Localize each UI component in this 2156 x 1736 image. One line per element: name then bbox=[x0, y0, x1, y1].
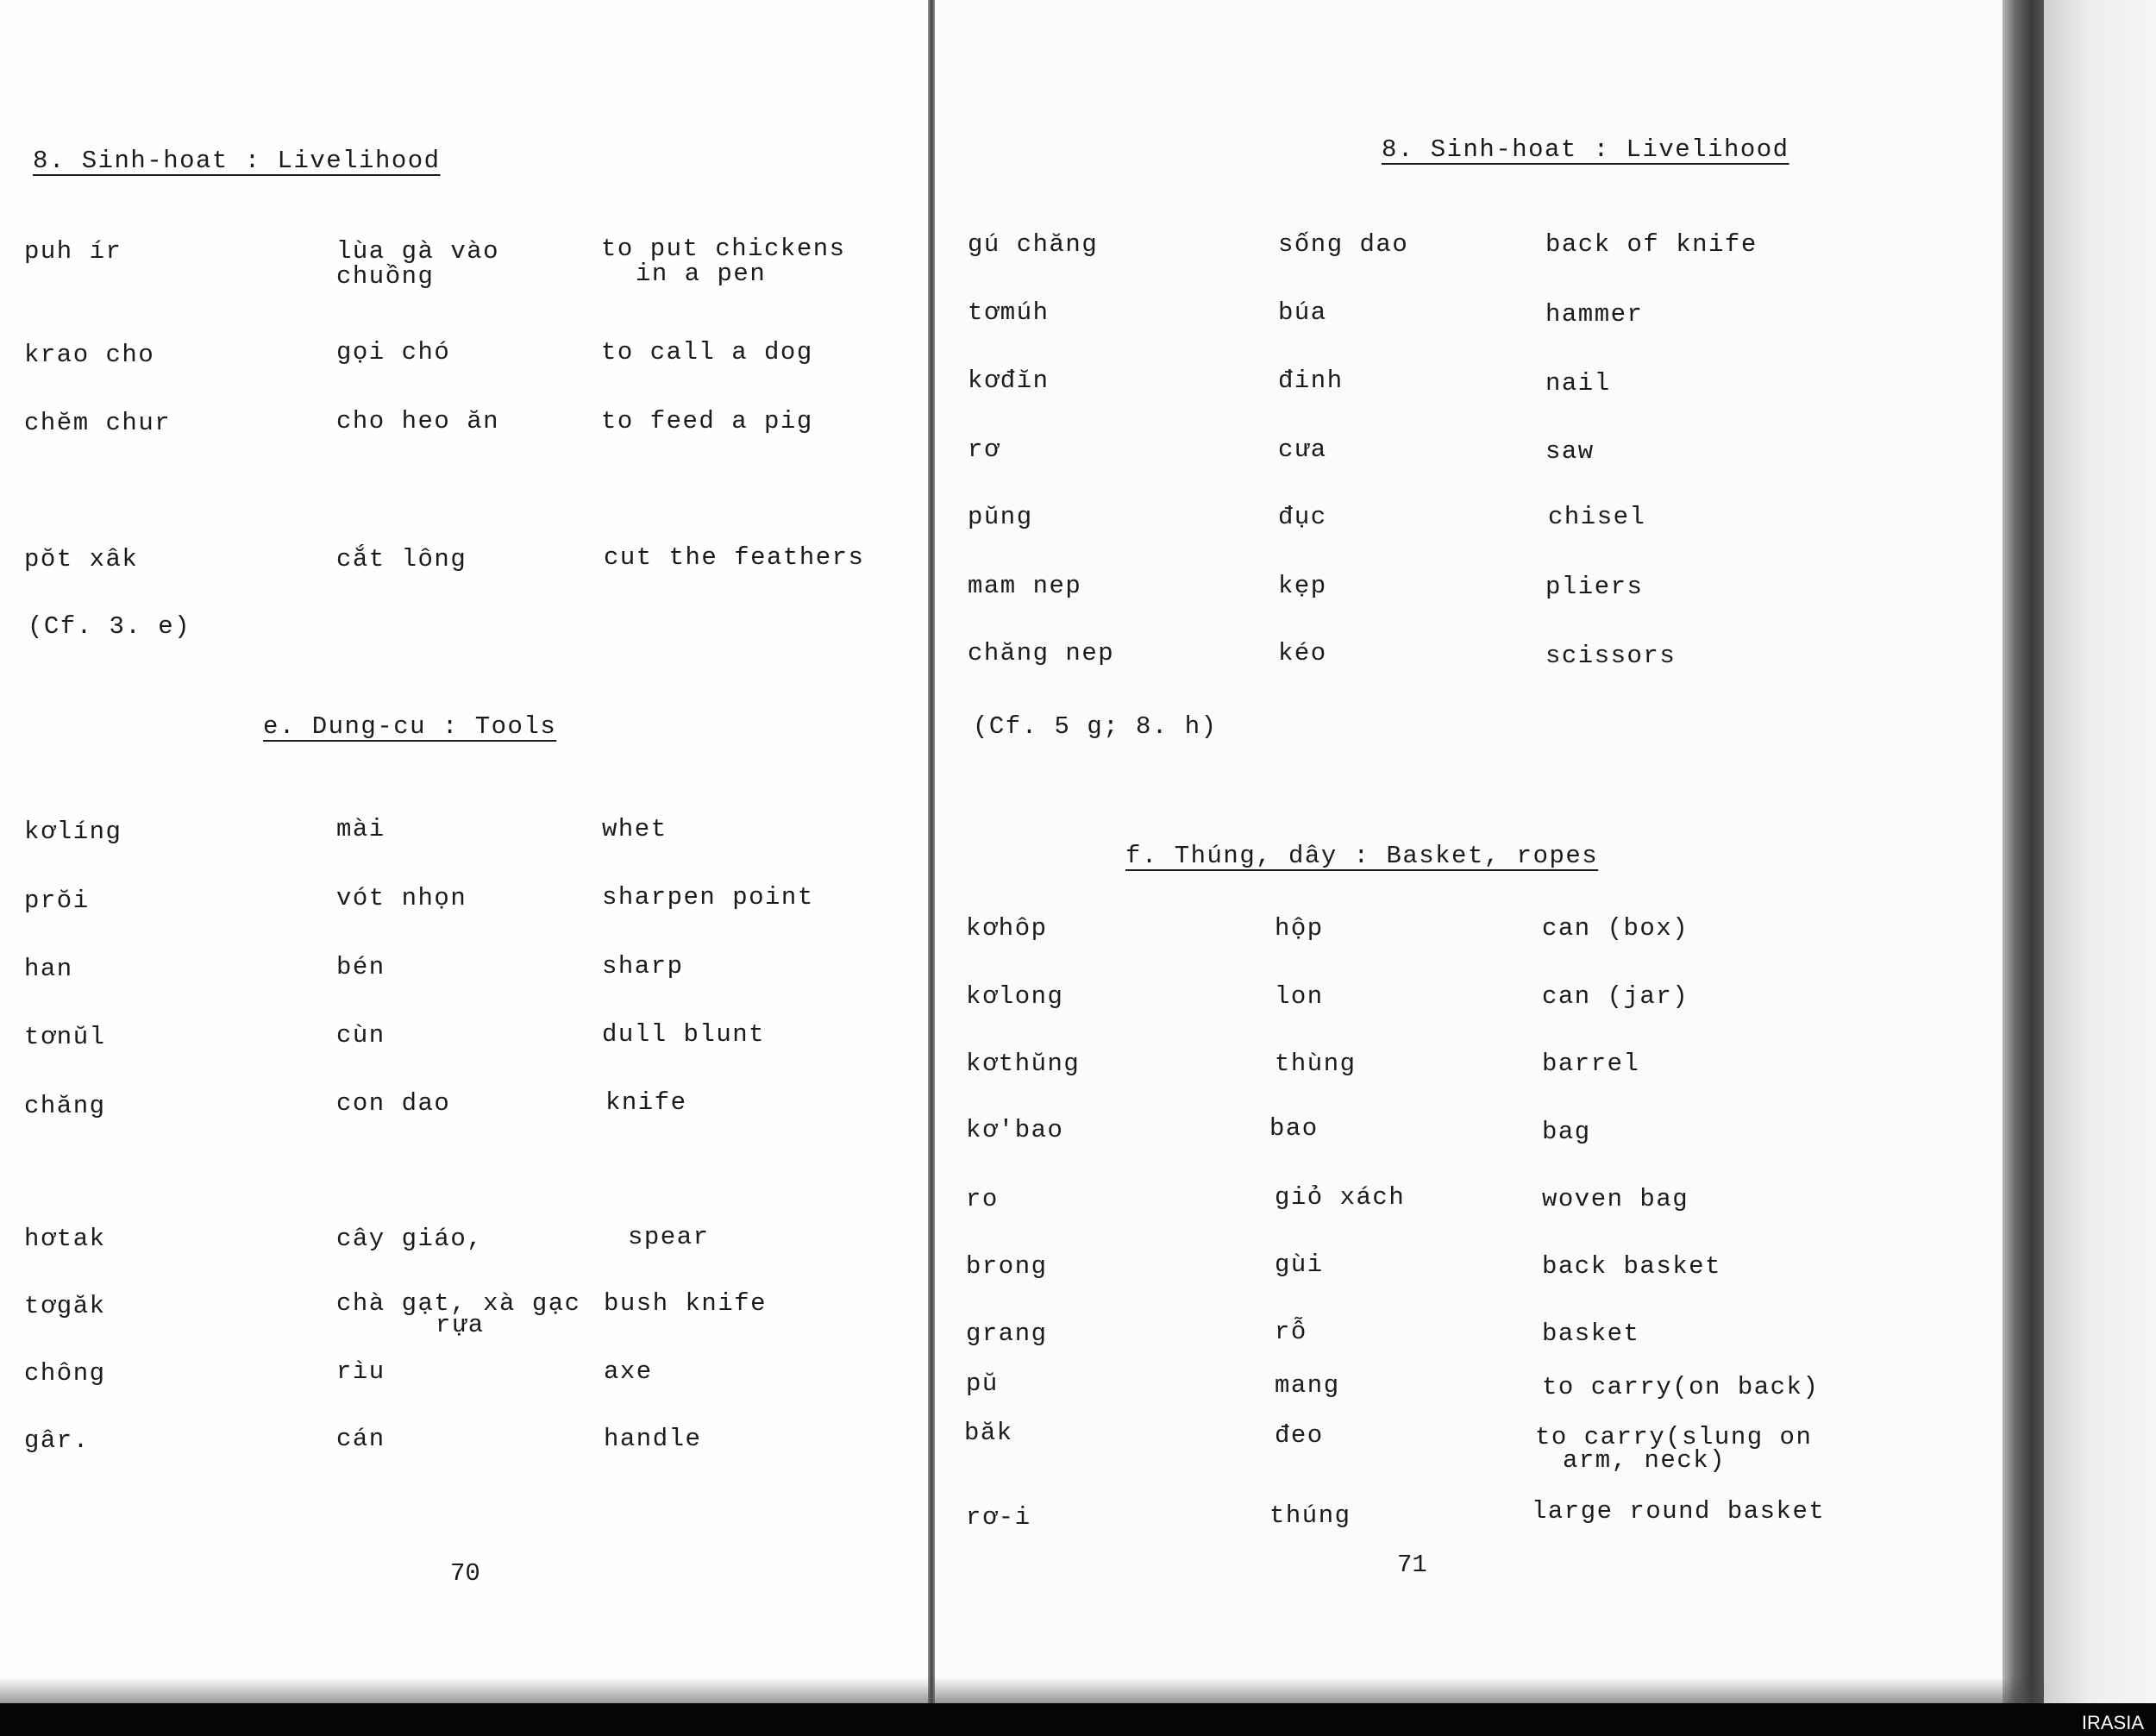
english-gloss: can (jar) bbox=[1542, 982, 1689, 1011]
english-gloss: hammer bbox=[1545, 300, 1644, 329]
vietnamese-gloss: đục bbox=[1278, 503, 1327, 531]
term: pŭng bbox=[968, 503, 1033, 531]
vietnamese-gloss: rỗ bbox=[1275, 1318, 1307, 1346]
vietnamese-gloss: gọi chó bbox=[336, 338, 451, 367]
term: puh ír bbox=[24, 237, 122, 266]
term: han bbox=[24, 955, 73, 983]
section-f-title: f. Thúng, dây : Basket, ropes bbox=[1125, 842, 1599, 870]
english-gloss: nail bbox=[1545, 369, 1611, 398]
term: chông bbox=[24, 1359, 106, 1388]
vietnamese-gloss: cưa bbox=[1278, 436, 1327, 464]
term: chăng bbox=[24, 1092, 106, 1120]
term: băk bbox=[964, 1419, 1013, 1447]
term: gâr. bbox=[24, 1426, 90, 1455]
english-gloss: bag bbox=[1542, 1118, 1591, 1146]
bottom-shadow bbox=[0, 1677, 2044, 1703]
vietnamese-gloss: đinh bbox=[1278, 367, 1344, 395]
vietnamese-gloss: rìu bbox=[336, 1357, 385, 1386]
term: kơ'bao bbox=[966, 1116, 1064, 1144]
cf-note: (Cf. 5 g; 8. h) bbox=[973, 712, 1218, 741]
vietnamese-gloss: con dao bbox=[336, 1089, 451, 1118]
vietnamese-gloss: sống dao bbox=[1278, 230, 1409, 259]
term: tơmúh bbox=[968, 298, 1050, 327]
english-gloss: basket bbox=[1542, 1319, 1640, 1348]
right-page-header: 8. Sinh-hoat : Livelihood bbox=[1382, 135, 1789, 164]
book-gutter bbox=[928, 0, 935, 1703]
vietnamese-gloss: thùng bbox=[1275, 1050, 1357, 1078]
english-gloss: dull blunt bbox=[602, 1020, 766, 1049]
page-number-right: 71 bbox=[1397, 1551, 1427, 1579]
term: kơđĭn bbox=[968, 367, 1050, 395]
vietnamese-gloss: bén bbox=[336, 953, 385, 981]
english-gloss: whet bbox=[602, 815, 667, 843]
term: kơlíng bbox=[24, 818, 122, 846]
english-gloss: spear bbox=[628, 1223, 710, 1251]
watermark: IRASIA bbox=[2081, 1712, 2144, 1733]
left-page-header: 8. Sinh-hoat : Livelihood bbox=[33, 147, 441, 175]
vietnamese-gloss: đeo bbox=[1275, 1421, 1324, 1450]
vietnamese-gloss: lon bbox=[1275, 982, 1324, 1011]
vietnamese-gloss: bao bbox=[1269, 1114, 1319, 1143]
english-gloss: knife bbox=[605, 1088, 687, 1117]
term: pŏt xâk bbox=[24, 545, 139, 573]
english-gloss: to put chickens in a pen bbox=[601, 235, 846, 288]
vietnamese-gloss: giỏ xách bbox=[1275, 1183, 1406, 1212]
vietnamese-gloss: vót nhọn bbox=[336, 884, 467, 912]
vietnamese-gloss: cùn bbox=[336, 1021, 385, 1050]
vietnamese-gloss: cây giáo, bbox=[336, 1225, 484, 1253]
vietnamese-gloss: búa bbox=[1278, 298, 1327, 327]
english-gloss: to carry(on back) bbox=[1542, 1373, 1820, 1401]
page-number-left: 70 bbox=[450, 1559, 480, 1588]
english-gloss: to call a dog bbox=[601, 338, 813, 367]
english-gloss: saw bbox=[1545, 437, 1595, 466]
term: prŏi bbox=[24, 887, 90, 915]
term: ro bbox=[966, 1185, 999, 1213]
term: krao cho bbox=[24, 341, 155, 369]
english-gloss: handle bbox=[604, 1425, 702, 1453]
term: grang bbox=[966, 1319, 1048, 1348]
term: mam nep bbox=[968, 572, 1082, 600]
term: tơgăk bbox=[24, 1292, 106, 1320]
english-gloss: to carry(slung on arm, neck) bbox=[1535, 1423, 1813, 1475]
scan-margin bbox=[2044, 0, 2156, 1736]
english-gloss: back basket bbox=[1542, 1252, 1721, 1281]
vietnamese-gloss: kéo bbox=[1278, 639, 1327, 667]
english-gloss: sharpen point bbox=[602, 883, 814, 912]
english-gloss: bush knife bbox=[604, 1289, 768, 1318]
term: gú chăng bbox=[968, 230, 1099, 259]
english-gloss: barrel bbox=[1542, 1050, 1640, 1078]
term: rơ bbox=[968, 436, 1000, 464]
term: brong bbox=[966, 1252, 1048, 1281]
term: kơthŭng bbox=[966, 1050, 1081, 1078]
term: pŭ bbox=[966, 1369, 999, 1398]
term: kơhôp bbox=[966, 914, 1048, 943]
cf-note: (Cf. 3. e) bbox=[28, 612, 191, 641]
vietnamese-gloss: mài bbox=[336, 815, 385, 843]
english-gloss: cut the feathers bbox=[604, 543, 865, 572]
english-gloss: sharp bbox=[602, 952, 684, 981]
vietnamese-gloss: kẹp bbox=[1278, 572, 1327, 600]
english-gloss: chisel bbox=[1548, 503, 1646, 531]
page-edge-shadow bbox=[2002, 0, 2044, 1703]
term: tơnŭl bbox=[24, 1023, 106, 1051]
term: chăng nep bbox=[968, 639, 1115, 667]
vietnamese-gloss: chà gạt, xà gạc rựa bbox=[336, 1289, 581, 1339]
vietnamese-gloss: mang bbox=[1275, 1371, 1340, 1400]
english-gloss: to feed a pig bbox=[601, 407, 813, 436]
english-gloss: back of knife bbox=[1545, 230, 1758, 259]
english-gloss: woven bag bbox=[1542, 1185, 1689, 1213]
vietnamese-gloss: lùa gà vào chuồng bbox=[336, 237, 500, 291]
vietnamese-gloss: cắt lông bbox=[336, 545, 467, 573]
english-gloss: axe bbox=[604, 1357, 653, 1386]
section-e-title: e. Dung-cu : Tools bbox=[263, 712, 557, 741]
vietnamese-gloss: cho heo ăn bbox=[336, 407, 500, 436]
term: chĕm chur bbox=[24, 409, 172, 437]
term: rơ-i bbox=[966, 1503, 1031, 1532]
english-gloss: pliers bbox=[1545, 573, 1644, 601]
vietnamese-gloss: gùi bbox=[1275, 1250, 1324, 1279]
bottom-bar bbox=[0, 1703, 2156, 1736]
vietnamese-gloss: hộp bbox=[1275, 914, 1324, 943]
term: hơtak bbox=[24, 1225, 106, 1253]
english-gloss: can (box) bbox=[1542, 914, 1689, 943]
vietnamese-gloss: thúng bbox=[1269, 1501, 1351, 1530]
english-gloss: scissors bbox=[1545, 642, 1677, 670]
english-gloss: large round basket bbox=[1532, 1497, 1826, 1526]
vietnamese-gloss: cán bbox=[336, 1425, 385, 1453]
term: kơlong bbox=[966, 982, 1064, 1011]
